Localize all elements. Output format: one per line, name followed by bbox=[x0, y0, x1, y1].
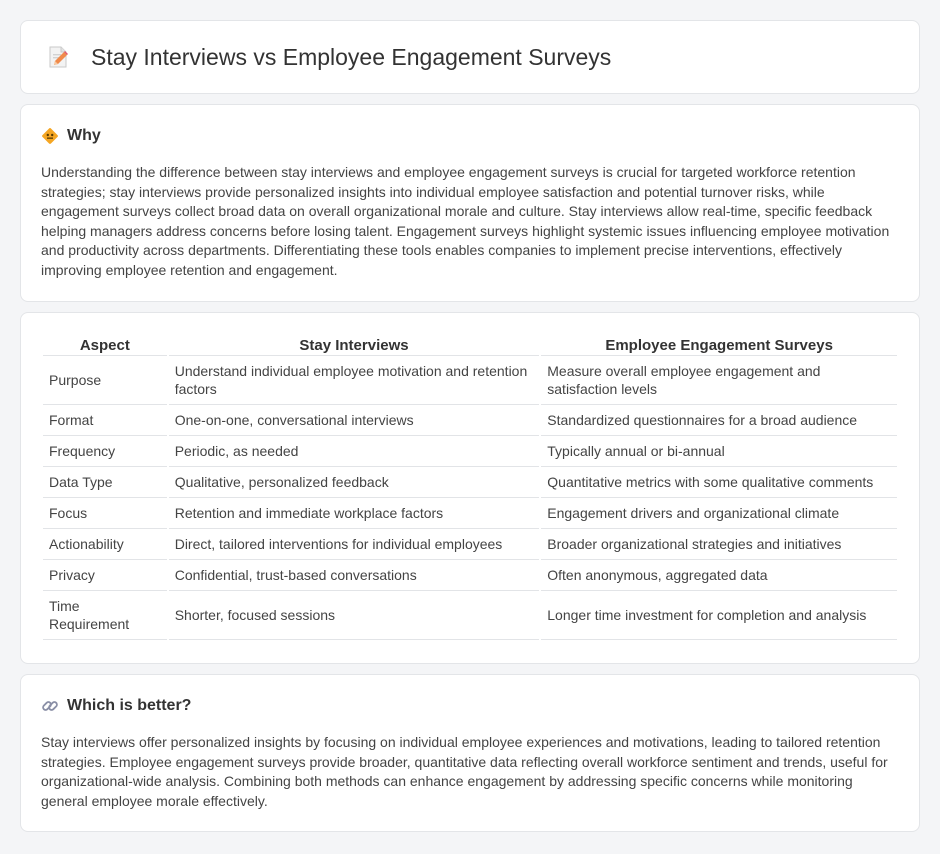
stay-cell: Understand individual employee motivation and retention factors bbox=[169, 356, 540, 405]
stay-cell: Qualitative, personalized feedback bbox=[169, 467, 540, 498]
which-is-better-title: Which is better? bbox=[67, 697, 192, 714]
link-icon bbox=[41, 697, 59, 715]
table-header-row bbox=[43, 335, 897, 356]
table-row bbox=[43, 498, 897, 529]
stay-cell: Confidential, trust-based conversations bbox=[169, 560, 540, 591]
table-row bbox=[43, 591, 897, 640]
which-is-better-section bbox=[20, 674, 920, 832]
table-row bbox=[43, 436, 897, 467]
column-header-aspect: Aspect bbox=[43, 335, 167, 356]
document-pencil-icon bbox=[45, 44, 71, 70]
header-card bbox=[20, 20, 920, 94]
table-row bbox=[43, 467, 897, 498]
aspect-cell: Data Type bbox=[43, 467, 167, 498]
aspect-cell: Privacy bbox=[43, 560, 167, 591]
page-title: Stay Interviews vs Employee Engagement Surveys bbox=[91, 43, 612, 70]
survey-cell: Typically annual or bi-annual bbox=[541, 436, 897, 467]
survey-cell: Measure overall employee engagement and satisfaction levels bbox=[541, 356, 897, 405]
which-is-better-text: Stay interviews offer personalized insights by focusing on individual employee experiences and motivations, leading to tailored retention strategies. Employee engagement surveys provide broader, quantitative data reflecting overall workforce sentiment and trends, useful for organizational-wide analysis. Combining both methods can enhance engagement by addressing specific concerns while monitoring general employee morale effectively. bbox=[41, 734, 888, 809]
survey-cell: Often anonymous, aggregated data bbox=[541, 560, 897, 591]
table-row bbox=[43, 356, 897, 405]
diamond-sign-icon bbox=[41, 127, 59, 145]
table-row bbox=[43, 560, 897, 591]
aspect-cell: Frequency bbox=[43, 436, 167, 467]
aspect-cell: Purpose bbox=[43, 356, 167, 405]
stay-cell: Retention and immediate workplace factors bbox=[169, 498, 540, 529]
why-text: Understanding the difference between stay interviews and employee engagement surveys is crucial for targeted workforce retention strategies; stay interviews provide personalized insights into individual employee satisfaction and potential turnover risks, while engagement surveys collect broad data on overall organizational morale and culture. Stay interviews allow real-time, specific feedback helping managers address concerns before losing talent. Engagement surveys highlight systemic issues influencing employee motivation and productivity across departments. Differentiating these tools enables companies to implement precise interventions, effectively improving employee retention and engagement. bbox=[41, 164, 890, 278]
comparison-table bbox=[41, 335, 899, 640]
survey-cell: Broader organizational strategies and initiatives bbox=[541, 529, 897, 560]
column-header-stay-interviews: Stay Interviews bbox=[169, 335, 540, 356]
aspect-cell: Actionability bbox=[43, 529, 167, 560]
stay-cell: One-on-one, conversational interviews bbox=[169, 405, 540, 436]
survey-cell: Engagement drivers and organizational climate bbox=[541, 498, 897, 529]
why-title: Why bbox=[67, 127, 101, 144]
table-row bbox=[43, 405, 897, 436]
stay-cell: Periodic, as needed bbox=[169, 436, 540, 467]
aspect-cell: Format bbox=[43, 405, 167, 436]
aspect-cell: Focus bbox=[43, 498, 167, 529]
stay-cell: Shorter, focused sessions bbox=[169, 591, 540, 640]
aspect-cell: Time Requirement bbox=[43, 591, 167, 640]
survey-cell: Longer time investment for completion and analysis bbox=[541, 591, 897, 640]
table-row bbox=[43, 529, 897, 560]
column-header-engagement-surveys: Employee Engagement Surveys bbox=[541, 335, 897, 356]
survey-cell: Standardized questionnaires for a broad audience bbox=[541, 405, 897, 436]
comparison-section bbox=[20, 312, 920, 664]
survey-cell: Quantitative metrics with some qualitative comments bbox=[541, 467, 897, 498]
why-section bbox=[20, 104, 920, 302]
stay-cell: Direct, tailored interventions for individual employees bbox=[169, 529, 540, 560]
